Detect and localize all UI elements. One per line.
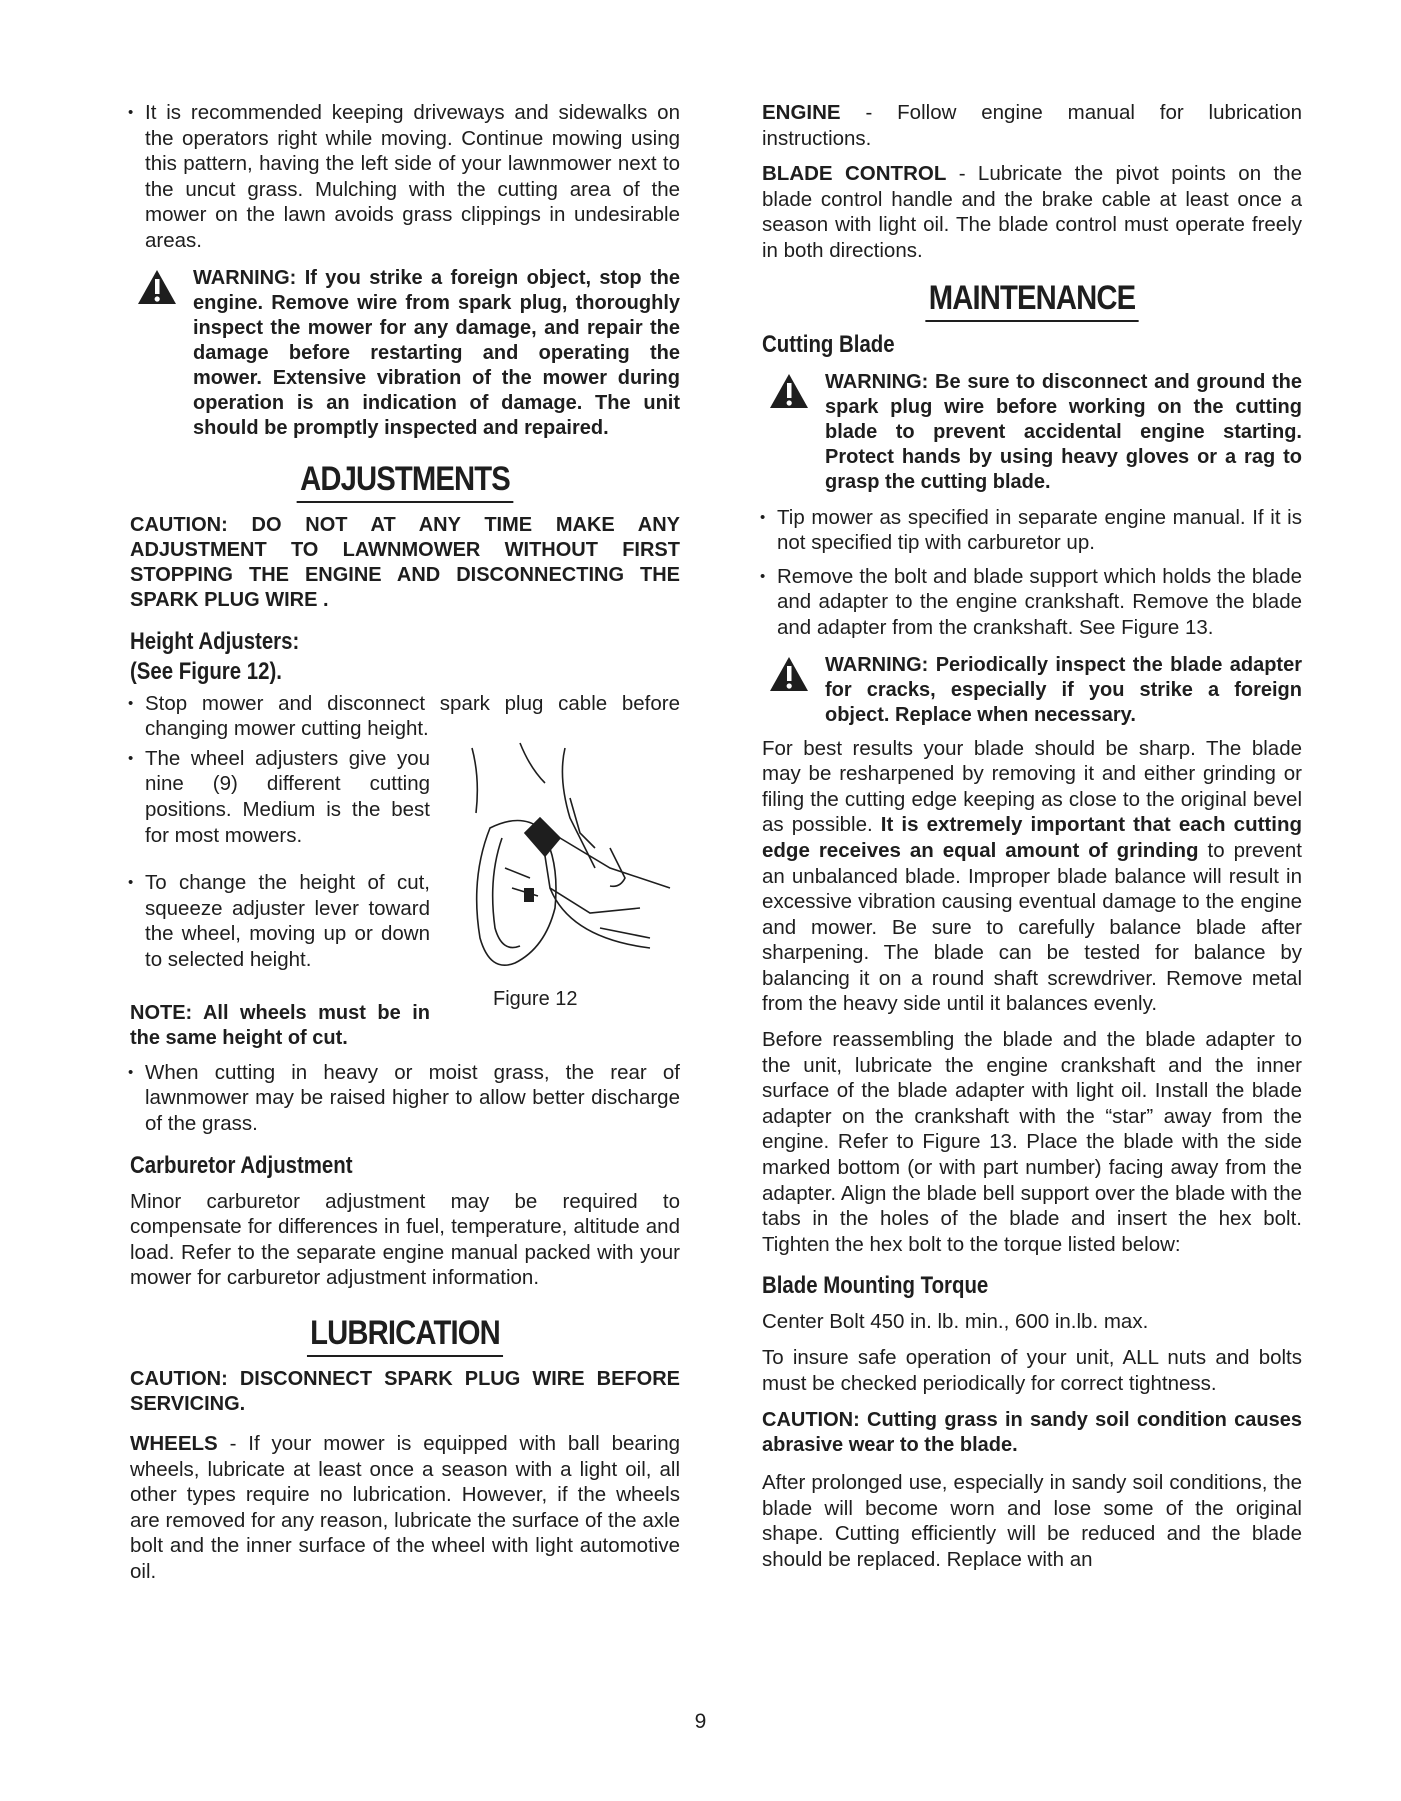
warning-text: WARNING: If you strike a foreign object, stop the engine. Remove wire from spark plug, thoroughly inspect the mower for any damage, and repair the damage before restarting and operating the mower. Extensive vibration of the mower during operation is an indication of damage. The unit should be promptly inspected and repaired. — [193, 266, 680, 439]
adjustments-title: ADJUSTMENTS — [169, 459, 642, 499]
wheels-text: - If your mower is equipped with ball bearing wheels, lubricate at least once a season with a light oil, all other types require no lubrication. However, if the wheels are removed for any reason, lubricate the surface of the axle bolt and the inner surface of the wheel with light automotive oil. — [130, 1431, 680, 1583]
blade-control-label: BLADE CONTROL — [762, 162, 947, 186]
sharpening-emphasis: It is extremely important that each cutting edge receives an equal amount of grinding — [762, 813, 1302, 862]
right-column — [762, 100, 1302, 1573]
figure-12-caption: Figure 12 — [493, 987, 578, 1010]
blade-mounting-torque-title: Blade Mounting Torque — [762, 1272, 989, 1300]
height-bullet-heavy-grass: • When cutting in heavy or moist grass, the rear of lawnmower may be raised higher to allow better discharge of the grass. — [130, 1060, 680, 1137]
maintenance-title: MAINTENANCE — [800, 278, 1264, 318]
warning-triangle-icon — [768, 372, 810, 410]
height-bullet-change: • To change the height of cut, squeeze adjuster lever toward the wheel, moving up or down to selected height. — [130, 870, 430, 972]
carburetor-text: Minor carburetor adjustment may be required to compensate for differences in fuel, temperature, altitude and load. Refer to the separate engine manual packed with your mower for carburetor adjustment information. — [130, 1189, 680, 1290]
safe-operation-paragraph: To insure safe operation of your unit, ALL nuts and bolts must be checked periodically for correct tightness. — [762, 1346, 1302, 1395]
sandy-soil-caution: CAUTION: Cutting grass in sandy soil condition causes abrasive wear to the blade. — [762, 1409, 1302, 1457]
engine-text: - Follow engine manual for lubrication instructions. — [762, 101, 1302, 150]
cutting-blade-title: Cutting Blade — [762, 330, 895, 358]
torque-values: Center Bolt 450 in. lb. min., 600 in.lb. max. — [762, 1310, 1149, 1334]
prolonged-use-paragraph: After prolonged use, especially in sandy soil conditions, the blade will become worn and lose some of the original shape. Cutting efficiently will be reduced and the blade should be replaced. Replace with an — [762, 1471, 1302, 1571]
intro-bullet: • It is recommended keeping driveways and sidewalks on the operators right while moving. Continue mowing using this pattern, having the left side of your lawnmower next to the uncut grass. Mulching with the cutting area of the mower on the lawn avoids grass clippings in undesirable areas. — [130, 100, 680, 254]
blade-control-text: - Lubricate the pivot points on the blade control handle and the brake cable at least once a season with light oil. The blade control must operate freely in both directions. — [762, 162, 1302, 262]
wheels-paragraph — [130, 1431, 680, 1585]
figure-12-block — [130, 746, 680, 1056]
remove-bullet: • Remove the bolt and blade support which holds the blade and adapter to the engine crankshaft. Remove the blade and adapter from the crankshaft. See Figure 13. — [762, 564, 1302, 641]
height-adjusters-figure-ref: (See Figure 12). — [130, 657, 282, 685]
warning-text: WARNING: Be sure to disconnect and ground the spark plug wire before working on the cutting blade to prevent accidental engine starting. Protect hands by using heavy gloves or a rag to grasp the cutting blade. — [825, 370, 1302, 493]
blade-control-paragraph — [762, 161, 1302, 263]
wheel-adjuster-illustration — [450, 738, 680, 998]
page-number: 9 — [694, 1710, 707, 1733]
sharpening-text-2: to prevent an unbalanced blade. Improper blade balance will result in excessive vibration causing eventual damage to the engine and mower. Be sure to carefully balance blade after sharpening. The blade can be tested for balance by balancing it on a round shaft screwdriver. Remove metal from the heavy side until it balances evenly. — [762, 838, 1302, 1016]
warning-blade-adapter — [762, 653, 1302, 728]
warning-disconnect — [762, 370, 1302, 495]
adjustments-caution: CAUTION: DO NOT AT ANY TIME MAKE ANY ADJUSTMENT TO LAWNMOWER WITHOUT FIRST STOPPING THE ENGINE AND DISCONNECTING THE SPARK PLUG WIRE . — [130, 513, 680, 611]
lubrication-caution: CAUTION: DISCONNECT SPARK PLUG WIRE BEFORE SERVICING. — [130, 1367, 680, 1415]
engine-paragraph — [762, 100, 1302, 151]
left-column — [130, 100, 680, 1584]
sharpening-text-1: For best results your blade should be sharp. The blade may be resharpened by removing it and either grinding or filing the cutting edge keeping as close to the original bevel as possible. — [762, 736, 1302, 837]
lubrication-title: LUBRICATION — [169, 1313, 642, 1353]
warning-triangle-icon — [768, 655, 810, 693]
sharpening-paragraph — [762, 736, 1302, 1018]
carburetor-title: Carburetor Adjustment — [130, 1151, 353, 1179]
tip-bullet: • Tip mower as specified in separate engine manual. If it is not specified tip with carburetor up. — [762, 505, 1302, 556]
height-adjusters-title: Height Adjusters: — [130, 627, 300, 655]
engine-label: ENGINE — [762, 101, 841, 124]
height-bullet-positions: • The wheel adjusters give you nine (9) different cutting positions. Medium is the best for most mowers. — [130, 746, 430, 848]
warning-triangle-icon — [136, 268, 178, 306]
note-same-height: NOTE: All wheels must be in the same height of cut. — [130, 1001, 430, 1049]
reassembling-paragraph: Before reassembling the blade and the blade adapter to the unit, lubricate the engine crankshaft and the inner surface of the blade adapter with light oil. Install the blade adapter on the crankshaft with the “star” away from the engine. Refer to Figure 13. Place the blade with the side marked bottom (or with part number) facing away from the adapter. Align the blade bell support over the blade with the tabs in the holes of the blade and insert the hex bolt. Tighten the hex bolt to the torque listed below: — [762, 1028, 1302, 1256]
warning-text: WARNING: Periodically inspect the blade adapter for cracks, especially if you strike a foreign object. Replace when necessary. — [825, 653, 1302, 726]
warning-foreign-object — [130, 266, 680, 441]
height-bullet-stop: • Stop mower and disconnect spark plug cable before changing mower cutting height. — [130, 691, 680, 742]
wheels-label: WHEELS — [130, 1431, 218, 1455]
